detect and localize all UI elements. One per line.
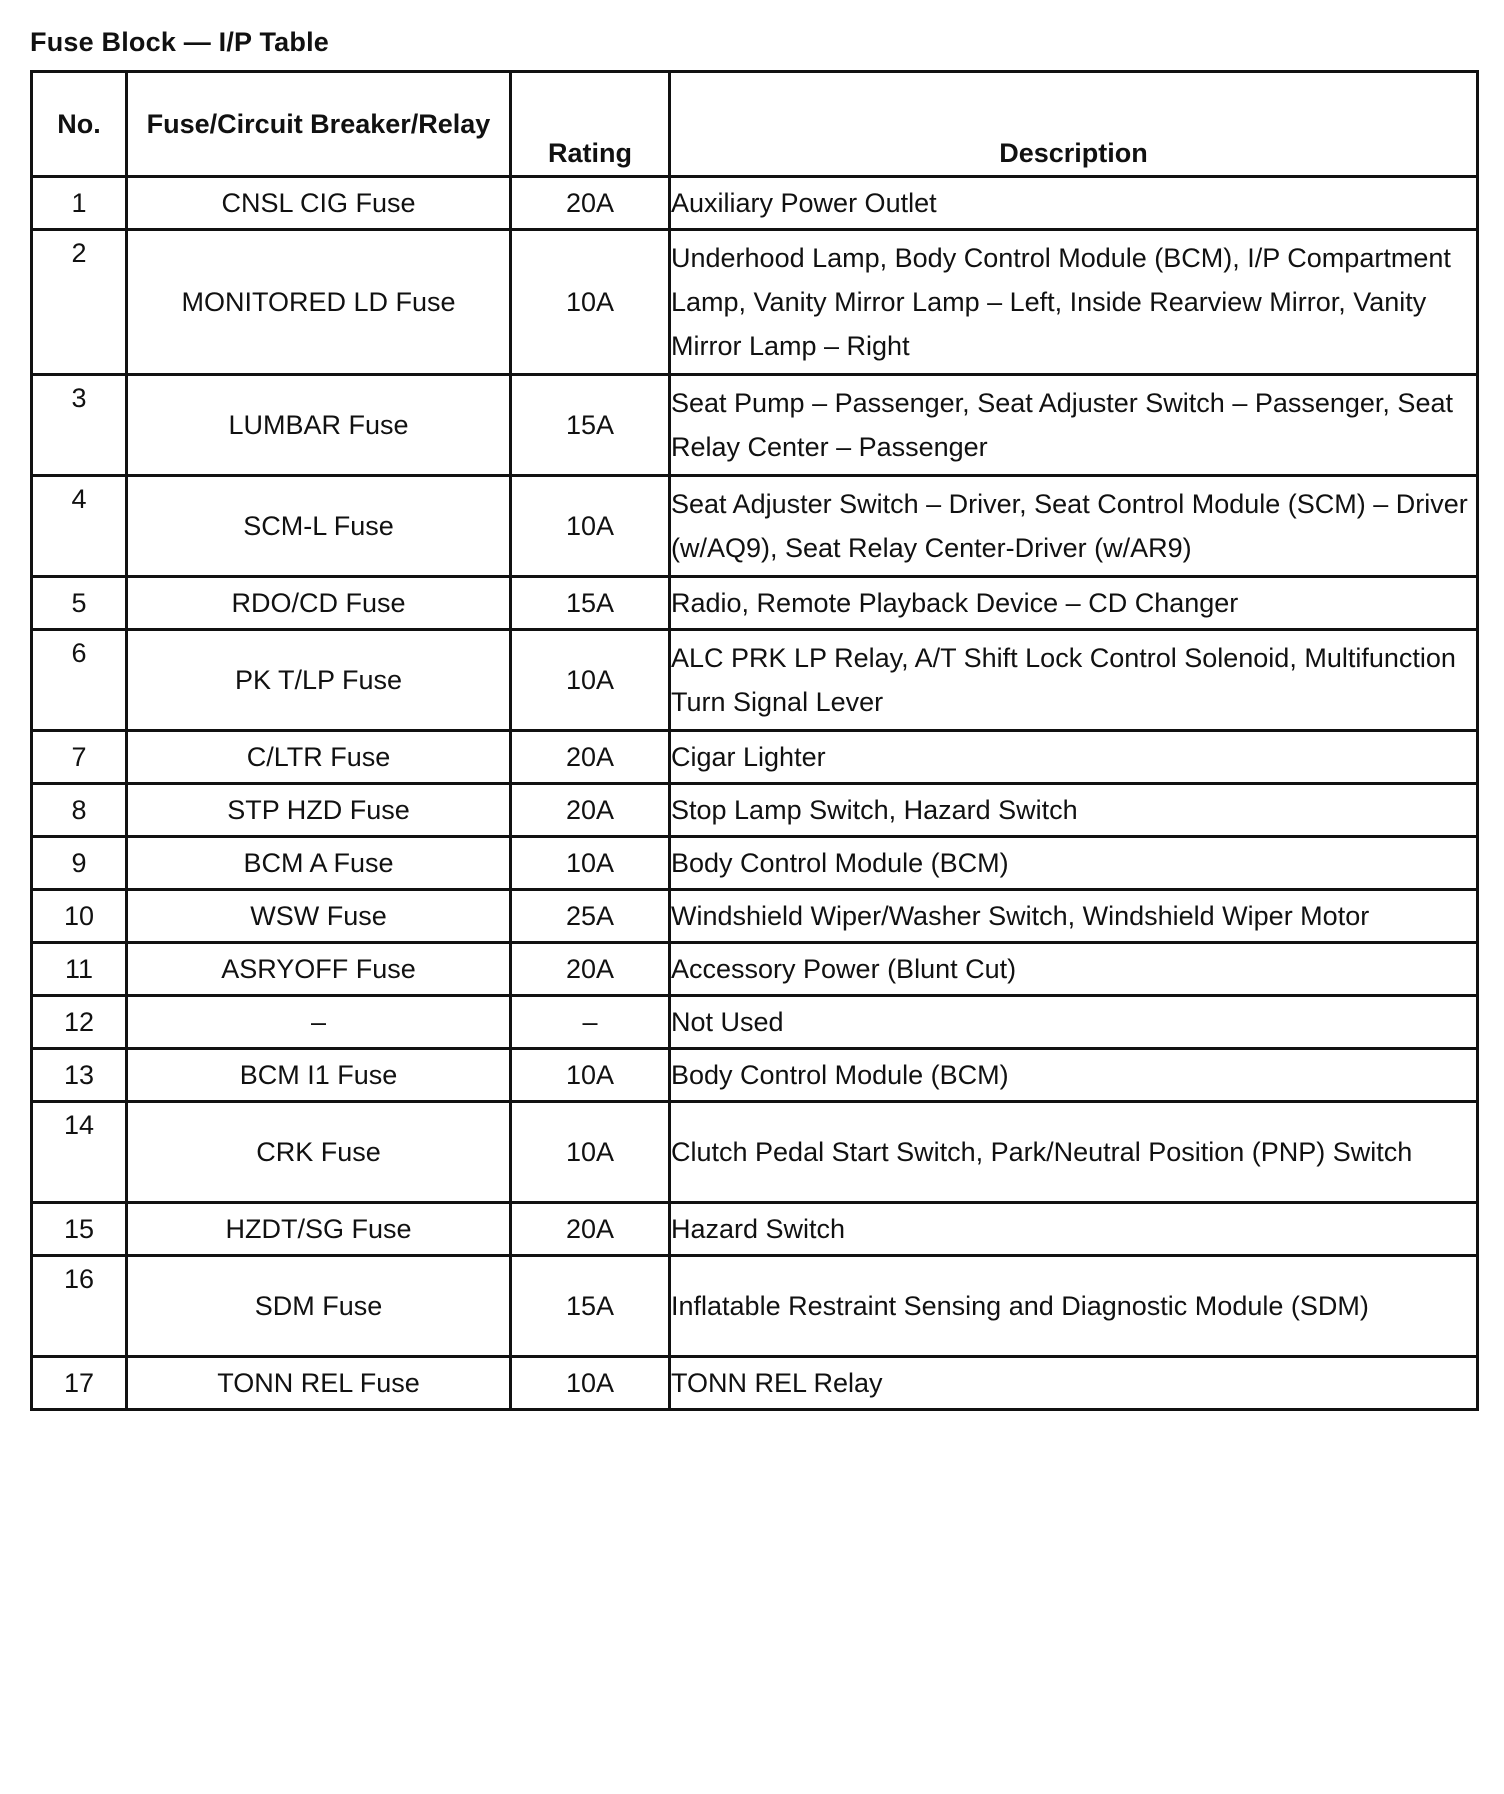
cell-rating: 20A (511, 731, 670, 784)
cell-rating: 10A (511, 1357, 670, 1410)
cell-fuse: – (127, 996, 511, 1049)
cell-no: 12 (32, 996, 127, 1049)
table-row (32, 784, 1478, 837)
header-description: Description (670, 72, 1478, 177)
cell-no: 10 (32, 890, 127, 943)
cell-rating: – (511, 996, 670, 1049)
cell-rating: 10A (511, 630, 670, 731)
cell-rating: 10A (511, 1049, 670, 1102)
table-row (32, 230, 1478, 375)
cell-description: Not Used (670, 996, 1478, 1049)
cell-rating: 20A (511, 177, 670, 230)
cell-description: Hazard Switch (670, 1203, 1478, 1256)
cell-no: 16 (32, 1256, 127, 1357)
cell-description: Inflatable Restraint Sensing and Diagnostic Module (SDM) (670, 1256, 1478, 1357)
cell-description: Windshield Wiper/Washer Switch, Windshield Wiper Motor (670, 890, 1478, 943)
cell-fuse: ASRYOFF Fuse (127, 943, 511, 996)
table-row (32, 1049, 1478, 1102)
cell-rating: 20A (511, 943, 670, 996)
table-row (32, 837, 1478, 890)
cell-rating: 10A (511, 230, 670, 375)
table-row (32, 577, 1478, 630)
table-row (32, 375, 1478, 476)
cell-no: 9 (32, 837, 127, 890)
cell-fuse: CNSL CIG Fuse (127, 177, 511, 230)
cell-description: Accessory Power (Blunt Cut) (670, 943, 1478, 996)
table-header-row (32, 72, 1478, 177)
header-fuse: Fuse/Circuit Breaker/Relay (127, 72, 511, 177)
cell-fuse: MONITORED LD Fuse (127, 230, 511, 375)
cell-fuse: STP HZD Fuse (127, 784, 511, 837)
table-row (32, 1256, 1478, 1357)
cell-fuse: HZDT/SG Fuse (127, 1203, 511, 1256)
cell-no: 11 (32, 943, 127, 996)
table-row (32, 177, 1478, 230)
cell-fuse: BCM I1 Fuse (127, 1049, 511, 1102)
cell-no: 6 (32, 630, 127, 731)
cell-rating: 15A (511, 375, 670, 476)
cell-description: Auxiliary Power Outlet (670, 177, 1478, 230)
cell-fuse: LUMBAR Fuse (127, 375, 511, 476)
fuse-table (30, 70, 1479, 1411)
table-row (32, 476, 1478, 577)
cell-no: 5 (32, 577, 127, 630)
table-row (32, 1102, 1478, 1203)
cell-rating: 10A (511, 837, 670, 890)
cell-no: 13 (32, 1049, 127, 1102)
cell-fuse: TONN REL Fuse (127, 1357, 511, 1410)
cell-fuse: SCM-L Fuse (127, 476, 511, 577)
cell-rating: 20A (511, 784, 670, 837)
cell-description: Stop Lamp Switch, Hazard Switch (670, 784, 1478, 837)
cell-description: Seat Adjuster Switch – Driver, Seat Control Module (SCM) – Driver (w/AQ9), Seat Relay Center-Driver (w/AR9) (670, 476, 1478, 577)
table-row (32, 996, 1478, 1049)
cell-no: 2 (32, 230, 127, 375)
cell-fuse: RDO/CD Fuse (127, 577, 511, 630)
cell-no: 14 (32, 1102, 127, 1203)
cell-rating: 15A (511, 577, 670, 630)
cell-rating: 25A (511, 890, 670, 943)
cell-rating: 10A (511, 476, 670, 577)
cell-no: 1 (32, 177, 127, 230)
table-row (32, 731, 1478, 784)
cell-no: 15 (32, 1203, 127, 1256)
cell-description: Clutch Pedal Start Switch, Park/Neutral Position (PNP) Switch (670, 1102, 1478, 1203)
page-title: Fuse Block — I/P Table (30, 27, 329, 57)
cell-description: Underhood Lamp, Body Control Module (BCM), I/P Compartment Lamp, Vanity Mirror Lamp – Left, Inside Rearview Mirror, Vanity Mirror Lamp – Right (670, 230, 1478, 375)
cell-description: ALC PRK LP Relay, A/T Shift Lock Control Solenoid, Multifunction Turn Signal Lever (670, 630, 1478, 731)
cell-no: 8 (32, 784, 127, 837)
table-row (32, 1357, 1478, 1410)
cell-fuse: BCM A Fuse (127, 837, 511, 890)
table-row (32, 943, 1478, 996)
cell-description: Seat Pump – Passenger, Seat Adjuster Switch – Passenger, Seat Relay Center – Passenger (670, 375, 1478, 476)
cell-description: Cigar Lighter (670, 731, 1478, 784)
cell-rating: 10A (511, 1102, 670, 1203)
cell-fuse: C/LTR Fuse (127, 731, 511, 784)
cell-no: 3 (32, 375, 127, 476)
cell-fuse: CRK Fuse (127, 1102, 511, 1203)
header-no: No. (32, 72, 127, 177)
table-row (32, 890, 1478, 943)
cell-no: 17 (32, 1357, 127, 1410)
header-rating: Rating (511, 72, 670, 177)
cell-fuse: WSW Fuse (127, 890, 511, 943)
cell-rating: 20A (511, 1203, 670, 1256)
table-row (32, 630, 1478, 731)
cell-description: TONN REL Relay (670, 1357, 1478, 1410)
cell-no: 4 (32, 476, 127, 577)
cell-description: Radio, Remote Playback Device – CD Changer (670, 577, 1478, 630)
cell-no: 7 (32, 731, 127, 784)
cell-description: Body Control Module (BCM) (670, 837, 1478, 890)
cell-fuse: SDM Fuse (127, 1256, 511, 1357)
cell-description: Body Control Module (BCM) (670, 1049, 1478, 1102)
cell-fuse: PK T/LP Fuse (127, 630, 511, 731)
cell-rating: 15A (511, 1256, 670, 1357)
table-row (32, 1203, 1478, 1256)
